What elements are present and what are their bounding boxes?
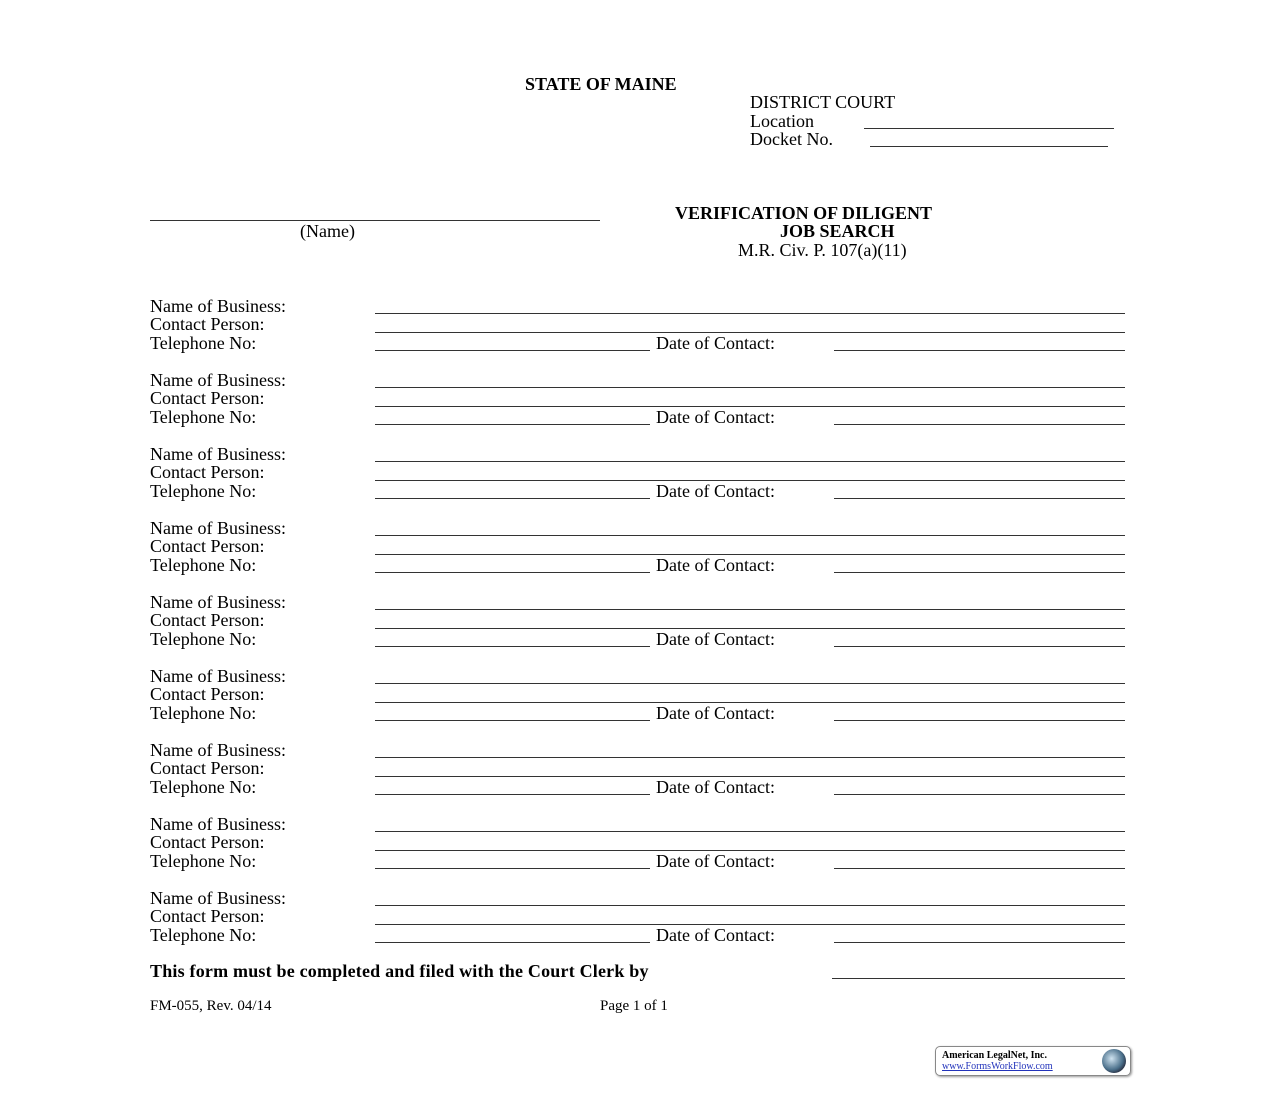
telephone-label: Telephone No: <box>150 925 257 945</box>
contact-label: Contact Person: <box>150 758 265 778</box>
contact-label: Contact Person: <box>150 462 265 482</box>
date-label: Date of Contact: <box>656 333 775 353</box>
telephone-label: Telephone No: <box>150 703 257 723</box>
telephone-field[interactable] <box>375 646 650 647</box>
business-label: Name of Business: <box>150 814 286 834</box>
contact-entry <box>0 593 1275 653</box>
contact-label: Contact Person: <box>150 610 265 630</box>
telephone-field[interactable] <box>375 572 650 573</box>
contact-entry <box>0 519 1275 579</box>
filing-date-field[interactable] <box>832 978 1125 979</box>
telephone-field[interactable] <box>375 498 650 499</box>
location-label: Location <box>750 111 814 131</box>
docket-label: Docket No. <box>750 129 833 149</box>
business-label: Name of Business: <box>150 666 286 686</box>
business-label: Name of Business: <box>150 740 286 760</box>
form-id: FM-055, Rev. 04/14 <box>150 998 272 1014</box>
business-label: Name of Business: <box>150 888 286 908</box>
business-label: Name of Business: <box>150 592 286 612</box>
date-label: Date of Contact: <box>656 851 775 871</box>
date-label: Date of Contact: <box>656 629 775 649</box>
court-name: DISTRICT COURT <box>750 92 896 112</box>
date-field[interactable] <box>834 498 1125 499</box>
date-field[interactable] <box>834 572 1125 573</box>
date-field[interactable] <box>834 720 1125 721</box>
date-field[interactable] <box>834 350 1125 351</box>
filing-instruction: This form must be completed and filed with the Court Clerk by <box>150 961 649 981</box>
telephone-field[interactable] <box>375 350 650 351</box>
globe-icon <box>1102 1049 1126 1073</box>
date-field[interactable] <box>834 794 1125 795</box>
telephone-field[interactable] <box>375 424 650 425</box>
name-caption: (Name) <box>300 221 355 241</box>
business-field[interactable] <box>375 683 1125 684</box>
name-field[interactable] <box>150 220 600 221</box>
telephone-field[interactable] <box>375 868 650 869</box>
date-label: Date of Contact: <box>656 407 775 427</box>
business-field[interactable] <box>375 461 1125 462</box>
telephone-label: Telephone No: <box>150 555 257 575</box>
telephone-label: Telephone No: <box>150 407 257 427</box>
rule-citation: M.R. Civ. P. 107(a)(11) <box>738 240 907 260</box>
contact-entry <box>0 371 1275 431</box>
contact-entry <box>0 445 1275 505</box>
business-label: Name of Business: <box>150 296 286 316</box>
contact-label: Contact Person: <box>150 388 265 408</box>
form-title-line2: JOB SEARCH <box>780 221 895 241</box>
date-field[interactable] <box>834 424 1125 425</box>
business-field[interactable] <box>375 387 1125 388</box>
date-label: Date of Contact: <box>656 703 775 723</box>
contact-label: Contact Person: <box>150 684 265 704</box>
telephone-field[interactable] <box>375 720 650 721</box>
telephone-label: Telephone No: <box>150 333 257 353</box>
location-field[interactable] <box>864 128 1114 129</box>
contact-entry <box>0 889 1275 949</box>
business-field[interactable] <box>375 313 1125 314</box>
contact-label: Contact Person: <box>150 832 265 852</box>
business-label: Name of Business: <box>150 518 286 538</box>
contact-entry <box>0 297 1275 357</box>
date-label: Date of Contact: <box>656 777 775 797</box>
logo-url[interactable]: www.FormsWorkFlow.com <box>942 1061 1053 1072</box>
business-field[interactable] <box>375 757 1125 758</box>
date-field[interactable] <box>834 942 1125 943</box>
telephone-label: Telephone No: <box>150 777 257 797</box>
business-field[interactable] <box>375 905 1125 906</box>
docket-field[interactable] <box>870 146 1108 147</box>
telephone-label: Telephone No: <box>150 851 257 871</box>
american-legalnet-logo[interactable] <box>935 1046 1131 1076</box>
telephone-field[interactable] <box>375 942 650 943</box>
business-label: Name of Business: <box>150 444 286 464</box>
date-field[interactable] <box>834 646 1125 647</box>
date-label: Date of Contact: <box>656 925 775 945</box>
telephone-label: Telephone No: <box>150 481 257 501</box>
contact-entry <box>0 741 1275 801</box>
business-field[interactable] <box>375 831 1125 832</box>
contact-entry <box>0 815 1275 875</box>
state-heading: STATE OF MAINE <box>525 74 677 94</box>
contact-label: Contact Person: <box>150 314 265 334</box>
contact-label: Contact Person: <box>150 536 265 556</box>
telephone-field[interactable] <box>375 794 650 795</box>
contact-label: Contact Person: <box>150 906 265 926</box>
page-number: Page 1 of 1 <box>600 998 668 1014</box>
business-label: Name of Business: <box>150 370 286 390</box>
date-label: Date of Contact: <box>656 481 775 501</box>
logo-company: American LegalNet, Inc. <box>942 1050 1047 1061</box>
date-field[interactable] <box>834 868 1125 869</box>
contact-entry <box>0 667 1275 727</box>
telephone-label: Telephone No: <box>150 629 257 649</box>
form-title: VERIFICATION OF DILIGENT <box>675 203 933 223</box>
date-label: Date of Contact: <box>656 555 775 575</box>
business-field[interactable] <box>375 609 1125 610</box>
business-field[interactable] <box>375 535 1125 536</box>
